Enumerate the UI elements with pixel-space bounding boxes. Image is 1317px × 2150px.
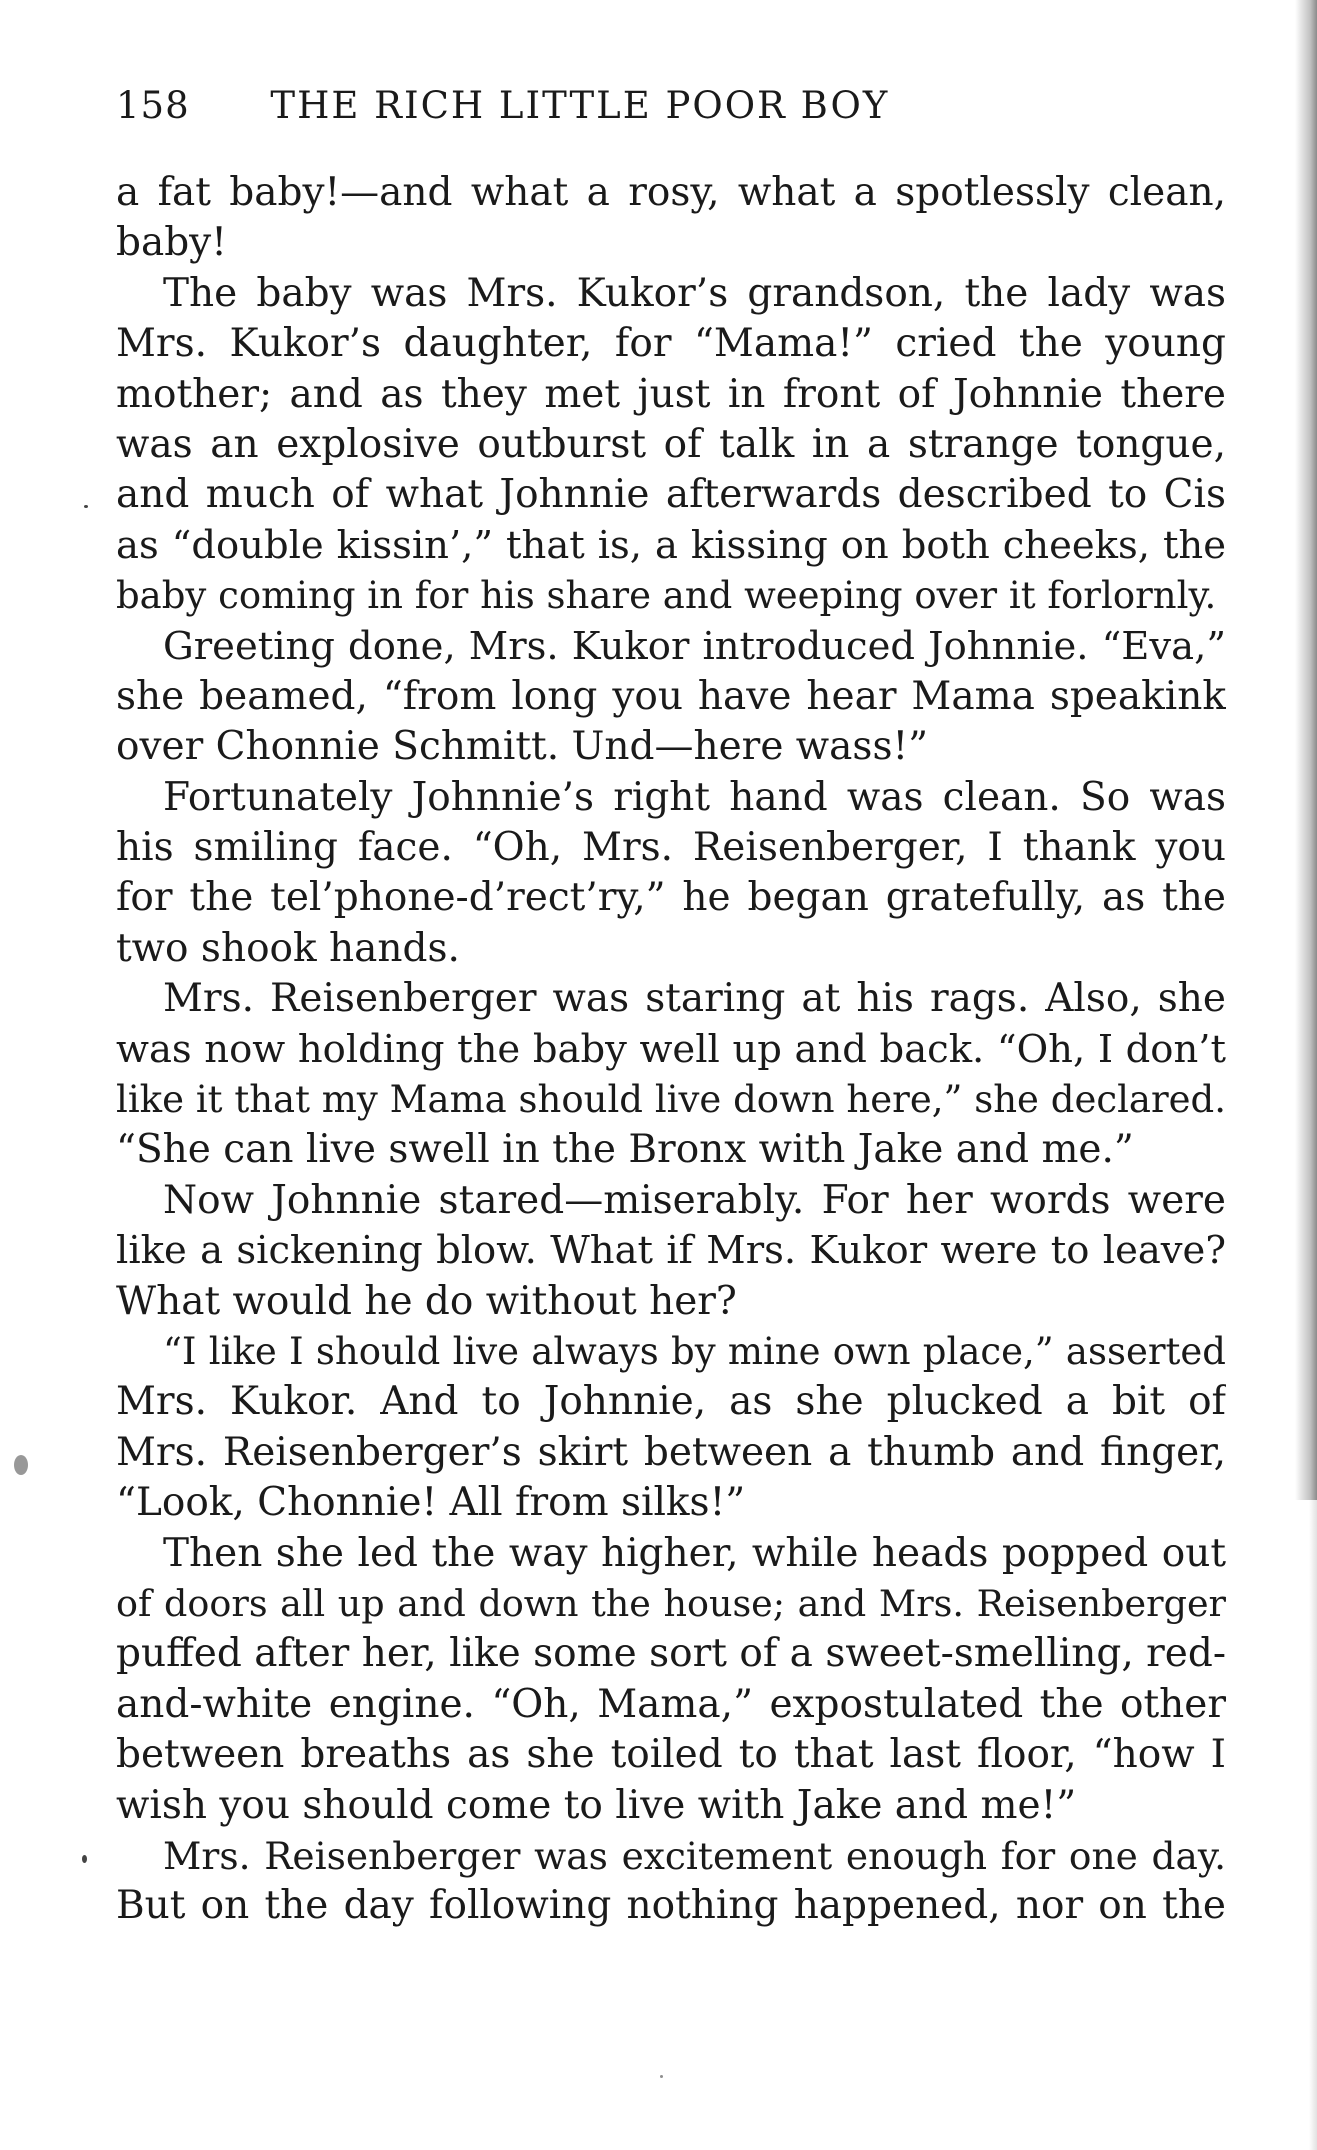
text-line: “Look, Chonnie! All from silks!” <box>116 1480 746 1526</box>
ink-speck <box>84 505 88 508</box>
text-line: “She can live swell in the Bronx with Jake and me.” <box>116 1127 1134 1173</box>
text-line: Then she led the way higher, while heads popped out <box>163 1530 1226 1576</box>
text-line: two shook hands. <box>116 925 460 971</box>
text-line: But on the day following nothing happened, nor on the <box>116 1883 1226 1929</box>
text-line: over Chonnie Schmitt. Und—here wass!” <box>116 724 929 770</box>
body-text <box>116 168 1226 1932</box>
text-line: she beamed, “from long you have hear Mama speakink <box>116 673 1226 719</box>
text-line: Mrs. Kukor. And to Johnnie, as she plucked a bit of <box>116 1379 1226 1425</box>
text-line: of doors all up and down the house; and Mrs. Reisenberger <box>116 1581 1226 1625</box>
text-line: baby coming in for his share and weeping over it forlornly. <box>116 574 1217 618</box>
text-line: like it that my Mama should live down here,” she declared. <box>116 1078 1226 1122</box>
scan-edge-shadow <box>1295 0 1317 1500</box>
text-line: a fat baby!—and what a rosy, what a spotlessly clean, <box>116 170 1226 215</box>
text-line: was an explosive outburst of talk in a strange tongue, <box>116 421 1226 467</box>
text-line: for the tel’phone-d’rect’ry,” he began gratefully, as the <box>116 875 1226 921</box>
text-line: like a sickening blow. What if Mrs. Kukor were to leave? <box>116 1228 1226 1274</box>
text-line: The baby was Mrs. Kukor’s grandson, the lady was <box>163 270 1226 316</box>
book-title: THE RICH LITTLE POOR BOY <box>270 84 890 127</box>
ink-speck <box>14 1455 28 1475</box>
text-line: mother; and as they met just in front of Johnnie there <box>116 371 1226 417</box>
scan-edge-shadow-lower <box>1309 1500 1317 2150</box>
text-line: Mrs. Reisenberger was staring at his rags. Also, she <box>163 976 1226 1022</box>
text-line: his smiling face. “Oh, Mrs. Reisenberger, I thank you <box>116 825 1226 871</box>
text-line: and much of what Johnnie afterwards described to Cis <box>116 472 1226 518</box>
text-line: Fortunately Johnnie’s right hand was clean. So was <box>163 774 1226 820</box>
text-line: What would he do without her? <box>116 1278 737 1324</box>
text-line: and-white engine. “Oh, Mama,” expostulated the other <box>116 1681 1226 1727</box>
text-line: Mrs. Reisenberger’s skirt between a thumb and finger, <box>116 1429 1226 1475</box>
text-line: Now Johnnie stared—miserably. For her words were <box>163 1177 1226 1223</box>
page-number: 158 <box>116 84 190 127</box>
ink-speck <box>82 1855 87 1863</box>
running-head <box>116 84 1226 144</box>
text-line: puffed after her, like some sort of a sweet-smelling, red- <box>116 1631 1226 1677</box>
text-line: baby! <box>116 220 227 266</box>
text-line: Mrs. Reisenberger was excitement enough for one day. <box>163 1833 1226 1878</box>
text-line: as “double kissin’,” that is, a kissing on both cheeks, the <box>116 522 1226 568</box>
text-line: “I like I should live always by mine own place,” asserted <box>163 1329 1226 1373</box>
text-line: wish you should come to live with Jake and me!” <box>116 1782 1077 1828</box>
text-line: Mrs. Kukor’s daughter, for “Mama!” cried the young <box>116 321 1226 367</box>
text-line: between breaths as she toiled to that last floor, “how I <box>116 1732 1226 1778</box>
ink-speck <box>660 2075 663 2078</box>
text-line: Greeting done, Mrs. Kukor introduced Johnnie. “Eva,” <box>163 623 1226 669</box>
text-line: was now holding the baby well up and back. “Oh, I don’t <box>116 1026 1226 1072</box>
